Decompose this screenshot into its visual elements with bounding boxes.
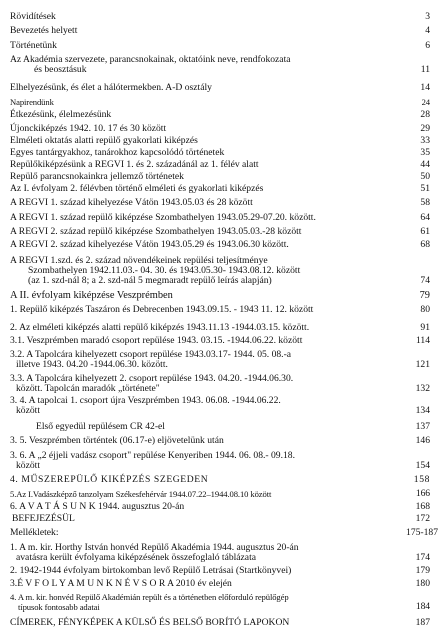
toc-title: A REGVI 2. század kihelyezése Vátön 1943.05.29 és 1943.06.30 között. [10, 239, 289, 250]
toc-page: 134 [415, 405, 430, 416]
toc-page: 175-187 [406, 527, 438, 538]
toc-page: 137 [415, 421, 430, 432]
toc-page: 91 [420, 322, 430, 333]
toc-title: Mellékletek: [10, 527, 59, 538]
toc-title: 3.É V F O L Y A M U N K N É V S O R A 2010 év elején [10, 578, 232, 589]
toc-title: 4. MŰSZEREPÜLŐ KIKÉPZÉS SZEGEDEN [10, 474, 209, 485]
toc-page: 179 [415, 565, 430, 576]
toc-page: 74 [420, 275, 430, 286]
toc-page: 166 [415, 488, 430, 499]
toc-title-continuation: illetve 1943. 04.20 -1944.06.30. között. [16, 359, 168, 370]
toc-title: A II. évfolyam kiképzése Veszprémben [10, 290, 173, 301]
toc-page: 79 [419, 290, 430, 301]
toc-title: Első egyedül repülésem CR 42-el [36, 421, 165, 432]
toc-title: 3.1. Veszprémben maradó csoport repülése 1943. 03.15. -1944.06.22. között [10, 335, 303, 346]
toc-title: CÍMEREK, FÉNYKÉPEK A KÜLSŐ ÉS BELSŐ BORÍTÓ LAPOKON [10, 617, 290, 628]
toc-title: Történetünk [10, 40, 57, 51]
toc-page: 158 [413, 474, 430, 485]
toc-title: A REGVI 1. század kihelyezése Vátön 1943.05.03 és 28 között [10, 197, 253, 208]
toc-page: 33 [420, 135, 430, 146]
toc-page: 121 [415, 359, 430, 370]
toc-title: Az Akadémia szervezete, parancsnokainak, oktatóink neve, rendfokozata [10, 54, 291, 65]
toc-title: Elhelyezésünk, és élet a hálótermekben. A-D osztály [10, 82, 212, 93]
toc-title-continuation: között. Tapolcán maradók „története" [16, 383, 160, 394]
toc-title-continuation: Szombathelyen 1942.11.03.- 04. 30. és 1943.05.30- 1943.08.12. között [28, 265, 301, 276]
toc-title: 3. 5. Veszprémben történtek (06.17-e) eljövetelünk után [10, 435, 224, 446]
toc-page: 61 [420, 226, 430, 237]
toc-title: 3.3. A Tapolcára kihelyezett 2. csoport repülése 1943. 04.20. -1944.06.30. [10, 373, 294, 384]
toc-title: 2. 1942-1944 évfolyam birtokomban levő Repülő Letrásai (Startkönyvei) [10, 565, 292, 576]
toc-title: A REGVI 2. század repülő kiképzése Szombathelyen 1943.05.03.-28 között [10, 226, 302, 237]
toc-title-continuation: típusok fontosabb adatai [18, 602, 100, 612]
toc-page: 132 [415, 383, 430, 394]
toc-title: 3. 4. A tapolcai 1. csoport újra Veszprémben 1943. 06.08. -1944.06.22. [10, 395, 281, 406]
toc-title: Egyes tantárgyakhoz, tanárokhoz kapcsolódó történetek [10, 147, 225, 158]
toc-page: 154 [415, 460, 430, 471]
toc-title: A REGVI 1.szd. és 2. század növendékeinek repülési teljesítménye [10, 255, 268, 266]
toc-title-continuation: avatásra került évfolyama kiképzésének összefoglaló táblázata [16, 552, 256, 563]
toc-page: 4 [425, 25, 430, 36]
toc-page: 174 [415, 552, 430, 563]
toc-title: Napirendünk [10, 97, 54, 107]
toc-page: 80 [420, 304, 430, 315]
toc-page: 28 [420, 109, 430, 120]
toc-page: 184 [415, 601, 430, 612]
toc-page: 68 [420, 239, 430, 250]
toc-page: 58 [420, 197, 430, 208]
toc-page: 64 [420, 212, 430, 223]
toc-page: 187 [415, 617, 430, 628]
toc-page: 180 [415, 578, 430, 589]
toc-title: Repülőkiképzésünk a REGVI 1. és 2. századánál az 1. félév alatt [10, 159, 259, 170]
toc-page: 14 [420, 82, 430, 93]
toc-title: Rövidítések [10, 11, 56, 22]
toc-page: 3 [425, 11, 430, 22]
toc-title: 3. 6. A „2 éjjeli vadász csoport" repülése Kenyeriben 1944. 06. 08.- 09.18. [10, 450, 295, 461]
toc-title: Étkezésünk, élelmezésünk [10, 109, 112, 120]
toc-title-continuation: és beosztásuk [34, 64, 87, 75]
toc-page: 6 [425, 40, 430, 51]
toc-title: Bevezetés helyett [10, 25, 78, 36]
toc-page: 146 [415, 435, 430, 446]
toc-page: 114 [415, 335, 430, 346]
toc-title-continuation: között [16, 460, 40, 471]
toc-title: Elméleti oktatás alatti repülő gyakorlati kiképzés [10, 135, 198, 146]
toc-page: 172 [415, 513, 430, 524]
toc-title: Repülő parancsnokainkra jellemző történetek [10, 171, 184, 182]
toc-title-continuation: (az 1. szd-nál 8; a 2. szd-nál 5 megmaradt repülő leírás alapján) [28, 275, 272, 286]
toc-title: 1. A m. kir. Horthy István honvéd Repülő Akadémia 1944. augusztus 20-án [10, 542, 299, 553]
toc-title: BEFEJEZÉSÜL [12, 513, 75, 524]
toc-title: 6. A V A T Á S U N K 1944. augusztus 20-án [10, 501, 185, 512]
toc-title: Az I. évfolyam 2. félévben történő elméleti és gyakorlati kiképzés [10, 183, 264, 194]
toc-title: 3.2. A Tapolcára kihelyezett csoport repülése 1943.03.17- 1944. 05. 08.-a [10, 349, 292, 360]
toc-title: 4. A m. kir. honvéd Repülő Akadémián repült és a történetben előforduló repülőgép [10, 592, 289, 602]
toc-page: 51 [420, 183, 430, 194]
toc-title: Újonckiképzés 1942. 10. 17 és 30 között [10, 123, 167, 134]
toc-title: 5.Az I.Vadászképző tanzolyam Székesfehérvár 1944.07.22–1944.08.10 között [10, 489, 272, 499]
toc-title: 2. Az elméleti kiképzés alatti repülő kiképzés 1943.11.13 -1944.03.15. között. [10, 322, 310, 333]
toc-title: A REGVI 1. század repülő kiképzése Szombathelyen 1943.05.29-07.20. között. [10, 212, 316, 223]
toc-page: 44 [420, 159, 430, 170]
toc-page: 35 [420, 147, 430, 158]
toc-title: 1. Repülő kiképzés Taszáron és Debrecenben 1943.09.15. - 1943 11. 12. között [10, 304, 314, 315]
toc-page: 11 [420, 64, 430, 75]
toc-page: 29 [420, 123, 430, 134]
toc-page: 168 [415, 501, 430, 512]
toc-page: 24 [421, 97, 430, 107]
toc-title-continuation: között [16, 405, 40, 416]
toc-page: 50 [420, 171, 430, 182]
